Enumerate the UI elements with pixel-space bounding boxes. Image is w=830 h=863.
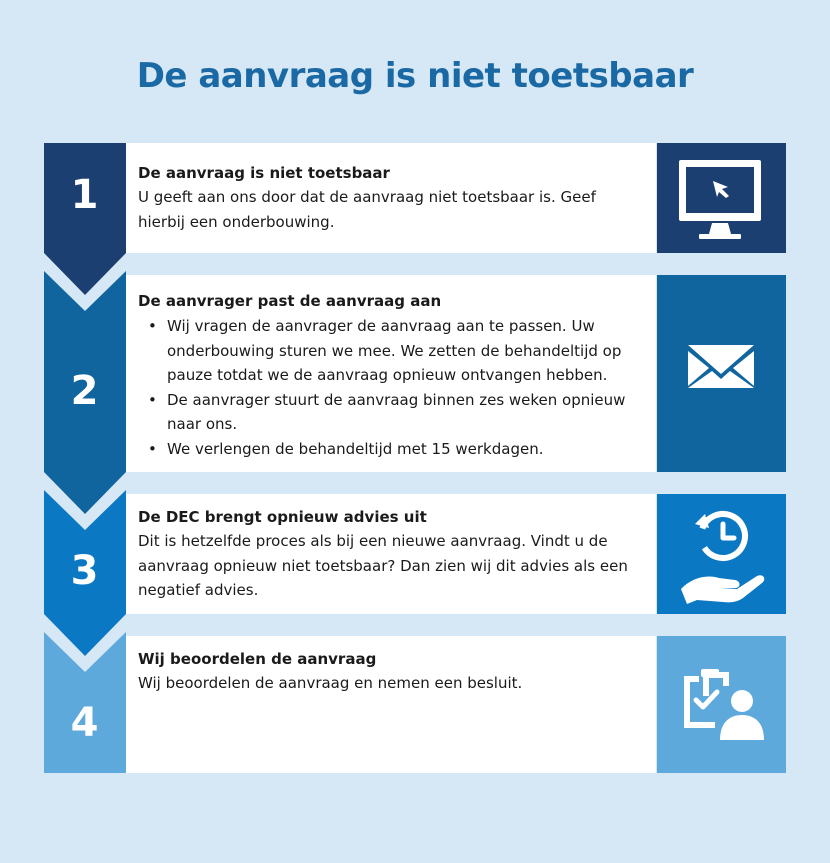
step-1-icon-box bbox=[657, 143, 786, 253]
step-1-heading: De aanvraag is niet toetsbaar bbox=[138, 164, 390, 182]
step-2-heading: De aanvrager past de aanvraag aan bbox=[138, 292, 442, 310]
document-person-icon bbox=[657, 636, 786, 773]
step-4-icon-box bbox=[657, 636, 786, 773]
step-1-number: 1 bbox=[70, 172, 99, 218]
step-3-heading: De DEC brengt opnieuw advies uit bbox=[138, 508, 427, 526]
step-2-number: 2 bbox=[70, 368, 99, 414]
step-4-text: Wij beoordelen de aanvraag en nemen een besluit. bbox=[138, 674, 523, 692]
step-3-card bbox=[126, 494, 656, 614]
step-2-card bbox=[126, 275, 656, 472]
step-2-bullet-2: • De aanvrager stuurt de aanvraag binnen zes weken opnieuw naar ons. bbox=[138, 388, 650, 437]
step-2-bullet-3: • We verlengen de behandeltijd met 15 werkdagen. bbox=[138, 437, 650, 462]
step-3-icon-box bbox=[657, 494, 786, 614]
clock-hand-icon bbox=[657, 494, 786, 614]
step-1-text: U geeft aan ons door dat de aanvraag niet toetsbaar is. Geef hierbij een onderbouwing. bbox=[138, 188, 596, 231]
computer-monitor-icon bbox=[657, 143, 786, 253]
step-2-bullet-1: • Wij vragen de aanvrager de aanvraag aan te passen. Uw onderbouwing sturen we mee. We zetten de behandeltijd op pauze totdat we de aanvraag opnieuw ontvangen hebben. bbox=[138, 314, 650, 388]
step-1-card bbox=[126, 143, 656, 253]
page-title: De aanvraag is niet toetsbaar bbox=[136, 56, 694, 96]
step-2-bullet-list bbox=[138, 314, 650, 461]
step-3-number: 3 bbox=[70, 548, 99, 594]
step-1-chevron bbox=[44, 143, 126, 295]
envelope-icon bbox=[657, 275, 786, 472]
step-4-number: 4 bbox=[70, 700, 99, 746]
step-2-icon-box bbox=[657, 275, 786, 472]
step-3-text: Dit is hetzelfde proces als bij een nieuwe aanvraag. Vindt u de aanvraag opnieuw niet toetsbaar? Dan zien wij dit advies als een negatief advies. bbox=[138, 532, 628, 599]
step-4-card bbox=[126, 636, 656, 773]
step-4-heading: Wij beoordelen de aanvraag bbox=[138, 650, 377, 668]
